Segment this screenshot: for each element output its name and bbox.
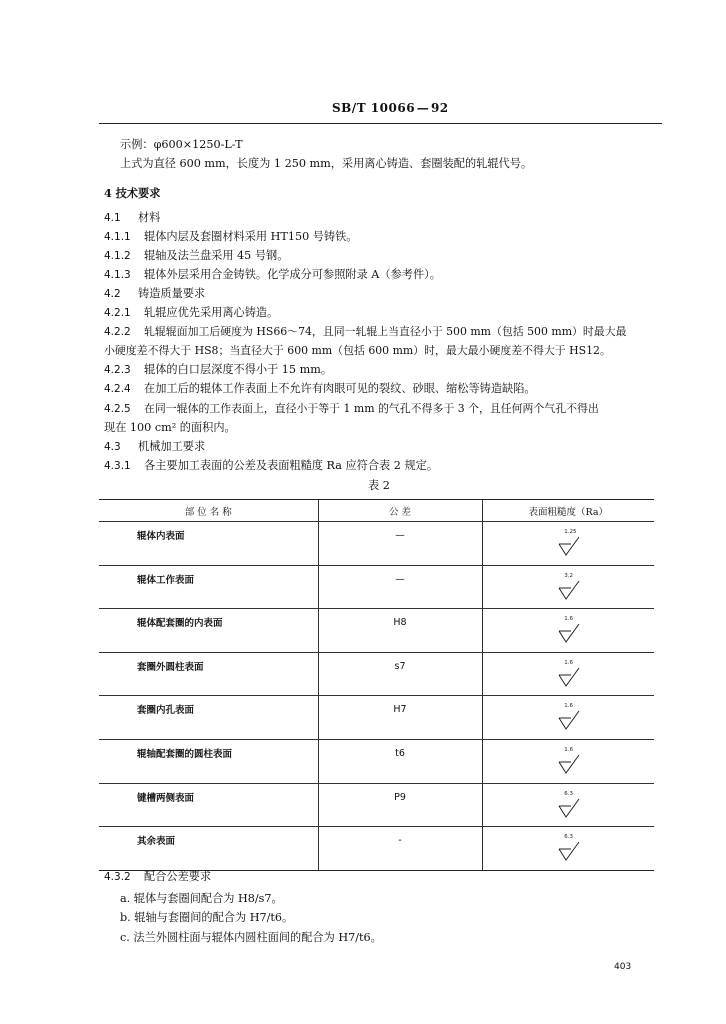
roughness-symbol-icon: [555, 666, 581, 688]
clause-4-2-5-line2: 现在 100 cm² 的面积内。: [104, 421, 236, 434]
roughness-symbol-icon: [555, 535, 581, 557]
part-cell: 套圈内孔表面: [99, 696, 318, 740]
clause-text: 轧辊应优先采用离心铸造。: [144, 306, 279, 319]
roughness-cell: [482, 565, 654, 609]
table-header-row: [99, 500, 654, 522]
tolerance-cell: -: [318, 827, 482, 871]
roughness-value: 1.6: [564, 616, 573, 623]
tolerance-cell: s7: [318, 652, 482, 696]
part-cell: 其余表面: [99, 827, 318, 871]
clause-number: 4.2.5: [104, 403, 131, 415]
clause-4-2-5-line1: [104, 402, 599, 416]
clause-number: 4.1.3: [104, 269, 131, 281]
tolerance-roughness-table: [99, 499, 654, 871]
clause-number: 4.3: [104, 441, 121, 453]
clause-4-3-1: [104, 459, 438, 473]
clause-4-2-4: [104, 382, 536, 396]
roughness-value: 6.3: [564, 790, 573, 797]
clause-text: 在同一辊体的工作表面上，直径小于等于 1 mm 的气孔不得多于 3 个，且任何两个气孔不得出: [144, 402, 599, 415]
list-item: [120, 890, 283, 906]
table-row: [99, 522, 654, 566]
clause-text: 辊轴及法兰盘采用 45 号钢。: [144, 249, 289, 262]
clause-title: 材料: [138, 211, 161, 224]
roughness-value: 1.25: [564, 529, 577, 535]
standard-number: SB/T 10066 — 92: [332, 101, 449, 115]
list-marker: b.: [120, 911, 131, 924]
clause-4-2-3: [104, 363, 332, 377]
tolerance-cell: —: [318, 522, 482, 566]
roughness-cell: [482, 652, 654, 696]
roughness-value: 1.6: [564, 746, 573, 753]
header-roughness: 表面粗糙度（Ra）: [482, 500, 654, 522]
roughness-symbol-icon: [555, 579, 581, 601]
clause-number: 4.1.2: [104, 250, 131, 262]
table-caption: 表 2: [368, 479, 390, 492]
clause-number: 4.2.4: [104, 383, 131, 395]
tolerance-cell: H8: [318, 609, 482, 653]
roughness-value: 3.2: [564, 572, 573, 579]
clause-title: 配合公差要求: [144, 870, 212, 883]
example-label: 示例：φ600×1250-L-T: [120, 138, 243, 151]
clause-4-2-1: [104, 306, 278, 320]
clause-4-1-3: [104, 268, 441, 282]
tolerance-cell: H7: [318, 696, 482, 740]
clause-4-1-2: [104, 249, 288, 263]
clause-4-3-2: [104, 870, 211, 884]
clause-text: 轧辊辊面加工后硬度为 HS66～74，且同一轧辊上当直径小于 500 mm（包括 500 mm）时最大最: [144, 325, 627, 338]
roughness-value: 1.6: [564, 703, 573, 710]
clause-text: 辊体内层及套圈材料采用 HT150 号铸铁。: [144, 230, 358, 243]
roughness-symbol-icon: [555, 709, 581, 731]
tolerance-cell: P9: [318, 783, 482, 827]
roughness-cell: [482, 739, 654, 783]
clause-number: 4.1: [104, 212, 121, 224]
roughness-cell: [482, 827, 654, 871]
clause-text: 辊体的白口层深度不得小于 15 mm。: [144, 363, 333, 376]
tolerance-cell: —: [318, 565, 482, 609]
clause-title: 铸造质量要求: [138, 287, 206, 300]
clause-4-2: [104, 287, 205, 301]
example-text: 上式为直径 600 mm，长度为 1 250 mm，采用离心铸造、套圈装配的轧辊代号。: [120, 157, 533, 170]
roughness-cell: [482, 783, 654, 827]
table-row: [99, 652, 654, 696]
clause-number: 4.2.1: [104, 307, 131, 319]
tolerance-cell: t6: [318, 739, 482, 783]
roughness-value: 1.6: [564, 659, 573, 666]
roughness-cell: [482, 609, 654, 653]
list-text: 辊轴与套圈间的配合为 H7/t6。: [134, 911, 294, 924]
table-row: [99, 827, 654, 871]
clause-text: 辊体外层采用合金铸铁。化学成分可参照附录 A（参考件）。: [144, 268, 441, 281]
part-cell: 辊体内表面: [99, 522, 318, 566]
clause-number: 4.1.1: [104, 231, 131, 243]
clause-4-1: [104, 211, 160, 225]
part-cell: 套圈外圆柱表面: [99, 652, 318, 696]
list-item: [120, 909, 293, 925]
clause-number: 4.2.3: [104, 364, 131, 376]
table-row: [99, 696, 654, 740]
section-4-title: 4 技术要求: [104, 186, 161, 200]
table-row: [99, 609, 654, 653]
header-rule: [99, 123, 662, 124]
roughness-value: 6.3: [564, 834, 573, 841]
table-row: [99, 783, 654, 827]
page-number: 403: [614, 962, 632, 972]
part-cell: 辊轴配套圈的圆柱表面: [99, 739, 318, 783]
roughness-symbol-icon: [555, 622, 581, 644]
clause-number: 4.3.2: [104, 871, 131, 883]
clause-title: 机械加工要求: [138, 440, 206, 453]
roughness-symbol-icon: [555, 797, 581, 819]
clause-4-2-2-line2: 小硬度差不得大于 HS8；当直径大于 600 mm（包括 600 mm）时，最大最小硬度差不得大于 HS12。: [104, 344, 611, 357]
roughness-cell: [482, 522, 654, 566]
part-cell: 键槽两侧表面: [99, 783, 318, 827]
clause-number: 4.2: [104, 288, 121, 300]
roughness-symbol-icon: [555, 753, 581, 775]
clause-number: 4.3.1: [104, 460, 131, 472]
table-row: [99, 565, 654, 609]
part-cell: 辊体配套圈的内表面: [99, 609, 318, 653]
list-marker: a.: [120, 892, 131, 905]
clause-4-3: [104, 440, 205, 454]
roughness-cell: [482, 696, 654, 740]
clause-text: 在加工后的辊体工作表面上不允许有肉眼可见的裂纹、砂眼、缩松等铸造缺陷。: [144, 382, 536, 395]
header-tolerance: 公 差: [318, 500, 482, 522]
table-row: [99, 739, 654, 783]
header-part: 部 位 名 称: [99, 500, 318, 522]
clause-4-2-2-line1: [104, 325, 626, 339]
list-marker: c.: [120, 931, 130, 944]
list-item: [120, 929, 382, 945]
part-cell: 辊体工作表面: [99, 565, 318, 609]
roughness-symbol-icon: [555, 840, 581, 862]
clause-4-1-1: [104, 230, 358, 244]
list-text: 辊体与套圈间配合为 H8/s7。: [133, 892, 283, 905]
clause-number: 4.2.2: [104, 326, 131, 338]
clause-text: 各主要加工表面的公差及表面粗糙度 Ra 应符合表 2 规定。: [144, 459, 439, 472]
list-text: 法兰外圆柱面与辊体内圆柱面间的配合为 H7/t6。: [133, 931, 382, 944]
